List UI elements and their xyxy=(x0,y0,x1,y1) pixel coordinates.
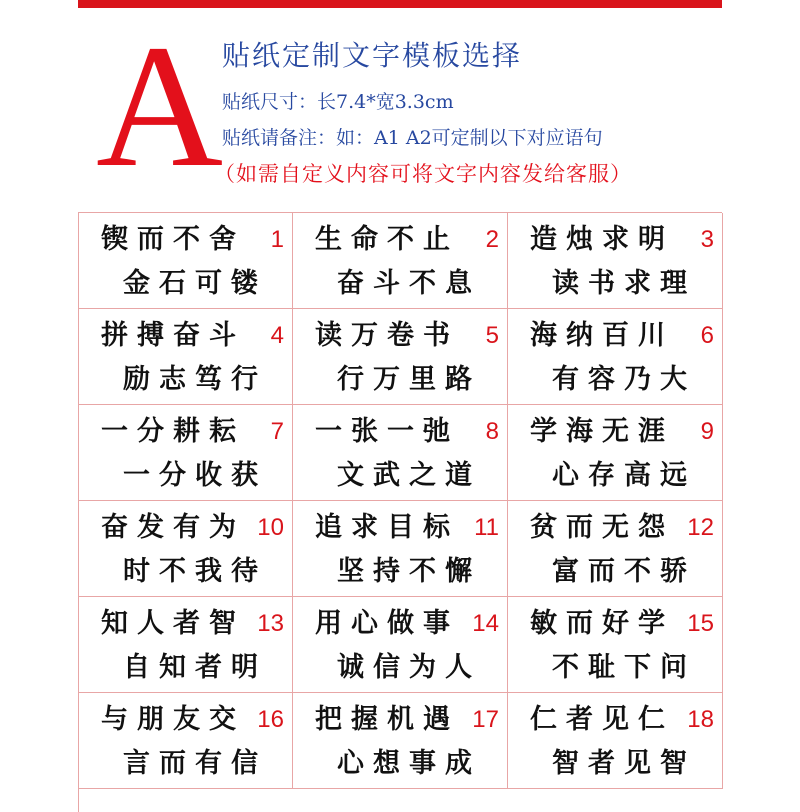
template-number: 16 xyxy=(257,706,284,733)
phrase-line-2: 励志笃行 xyxy=(123,364,267,395)
phrase-line-2: 智者见智 xyxy=(552,748,696,779)
template-cell[interactable] xyxy=(508,501,723,597)
phrase-line-1: 一张一弛 xyxy=(315,416,459,447)
size-info: 贴纸尺寸：长7.4*宽3.3cm xyxy=(222,91,454,113)
template-number: 13 xyxy=(257,610,284,637)
phrase-line-1: 生命不止 xyxy=(315,224,459,255)
phrase-line-1: 造烛求明 xyxy=(530,224,674,255)
phrase-line-2: 行万里路 xyxy=(337,364,481,395)
phrase-line-1: 追求目标 xyxy=(315,512,459,543)
template-cell[interactable] xyxy=(508,405,723,501)
phrase-line-2: 不耻下问 xyxy=(552,652,696,683)
template-cell[interactable] xyxy=(293,597,508,693)
template-number: 8 xyxy=(485,418,499,445)
template-number: 12 xyxy=(687,514,714,541)
phrase-line-2: 有容乃大 xyxy=(552,364,696,395)
phrase-line-1: 锲而不舍 xyxy=(101,224,245,255)
phrase-line-1: 学海无涯 xyxy=(530,416,674,447)
template-cell[interactable] xyxy=(79,309,293,405)
header-info xyxy=(214,36,722,190)
template-number: 18 xyxy=(687,706,714,733)
phrase-line-1: 读万卷书 xyxy=(315,320,459,351)
phrase-line-1: 用心做事 xyxy=(315,608,459,639)
template-number: 11 xyxy=(474,514,499,541)
phrase-line-2: 时不我待 xyxy=(123,556,267,587)
template-cell[interactable] xyxy=(508,213,723,309)
phrase-line-2: 读书求理 xyxy=(552,268,696,299)
template-cell[interactable] xyxy=(79,693,293,789)
phrase-line-2: 富而不骄 xyxy=(552,556,696,587)
template-grid xyxy=(78,212,722,812)
remark-info: 贴纸请备注：如：A1 A2可定制以下对应语句 xyxy=(222,127,603,149)
phrase-line-1: 一分耕耘 xyxy=(101,416,245,447)
template-number: 4 xyxy=(270,322,284,349)
phrase-line-1: 贫而无怨 xyxy=(530,512,674,543)
template-cell[interactable] xyxy=(293,501,508,597)
phrase-line-2: 自知者明 xyxy=(123,652,267,683)
template-cell[interactable] xyxy=(293,693,508,789)
template-letter: A xyxy=(96,9,224,204)
phrase-line-1: 拼搏奋斗 xyxy=(101,320,245,351)
template-number: 7 xyxy=(270,418,284,445)
custom-note: （如需自定义内容可将文字内容发给客服） xyxy=(214,162,632,186)
phrase-line-1: 海纳百川 xyxy=(530,320,674,351)
template-cell[interactable] xyxy=(508,693,723,789)
template-cell[interactable] xyxy=(293,213,508,309)
template-number: 17 xyxy=(472,706,499,733)
template-number: 9 xyxy=(700,418,714,445)
phrase-line-2: 文武之道 xyxy=(337,460,481,491)
phrase-line-1: 仁者见仁 xyxy=(530,704,674,735)
phrase-line-2: 心存高远 xyxy=(552,460,696,491)
template-cell[interactable] xyxy=(293,405,508,501)
top-accent-bar xyxy=(78,0,722,8)
template-cell[interactable] xyxy=(508,597,723,693)
page-title: 贴纸定制文字模板选择 xyxy=(222,39,523,72)
template-number: 1 xyxy=(270,226,284,253)
phrase-line-1: 敏而好学 xyxy=(530,608,674,639)
template-cell[interactable] xyxy=(79,213,293,309)
phrase-line-2: 诚信为人 xyxy=(337,652,481,683)
template-number: 5 xyxy=(485,322,499,349)
template-number: 15 xyxy=(687,610,714,637)
template-number: 3 xyxy=(700,226,714,253)
phrase-line-2: 坚持不懈 xyxy=(337,556,481,587)
template-cell[interactable] xyxy=(508,309,723,405)
phrase-line-1: 知人者智 xyxy=(101,608,245,639)
template-cell[interactable] xyxy=(79,597,293,693)
phrase-line-2: 一分收获 xyxy=(123,460,267,491)
phrase-line-2: 言而有信 xyxy=(123,748,267,779)
phrase-line-1: 把握机遇 xyxy=(315,704,459,735)
phrase-line-2: 心想事成 xyxy=(337,748,481,779)
template-number: 6 xyxy=(700,322,714,349)
template-cell[interactable] xyxy=(293,309,508,405)
template-cell[interactable] xyxy=(79,501,293,597)
template-number: 14 xyxy=(472,610,499,637)
template-number: 2 xyxy=(485,226,499,253)
phrase-line-1: 奋发有为 xyxy=(101,512,245,543)
template-cell[interactable] xyxy=(79,405,293,501)
phrase-line-2: 奋斗不息 xyxy=(337,268,481,299)
template-number: 10 xyxy=(257,514,284,541)
phrase-line-2: 金石可镂 xyxy=(123,268,267,299)
phrase-line-1: 与朋友交 xyxy=(101,704,245,735)
